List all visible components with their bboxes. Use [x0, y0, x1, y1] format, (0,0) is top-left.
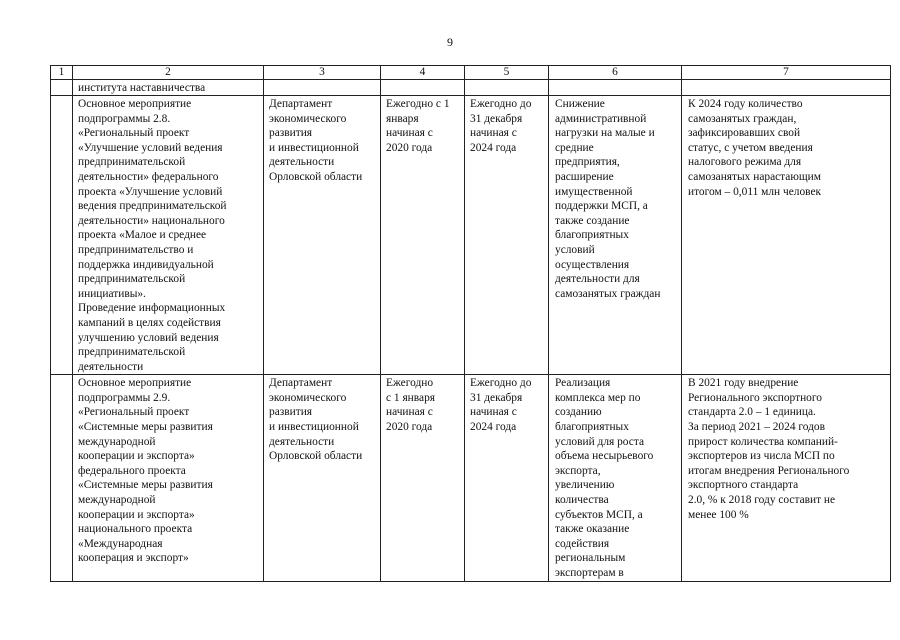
table-cell	[264, 80, 381, 96]
cell-text-line: международной	[78, 435, 156, 448]
cell-text-line: деятельности для	[555, 273, 640, 286]
cell-text-line: «Региональный проект	[78, 406, 190, 419]
table-cell	[51, 80, 73, 96]
cell-text-line: самозанятых нарастающим	[688, 170, 821, 183]
cell-text-line: экспортного стандарта	[688, 479, 799, 492]
cell-text-line: экспортеров из числа МСП по	[688, 450, 835, 463]
cell-text-line: «Системные меры развития	[78, 479, 213, 492]
cell-text-line: Департамент	[269, 377, 333, 390]
cell-text-line: подпрограммы 2.9.	[78, 391, 171, 404]
cell-text-line: средние	[555, 141, 594, 154]
cell-text-line: количества	[555, 494, 609, 507]
cell-text-line: 2020 года	[386, 141, 433, 154]
cell-text-line: кооперация и экспорт»	[78, 552, 189, 565]
cell-text-line: 31 декабря	[470, 112, 523, 125]
cell-text-line: «Системные меры развития	[78, 421, 213, 434]
cell-text-line: Реализация	[555, 377, 611, 390]
cell-text-line: благоприятных	[555, 229, 629, 242]
page-number: 9	[447, 35, 453, 49]
cell-text-line: объема несырьевого	[555, 450, 654, 463]
cell-text-line: начиная с	[386, 127, 433, 140]
carryover-row	[51, 80, 891, 96]
cell-text-line: также создание	[555, 214, 630, 227]
header-cell: 7	[682, 66, 891, 80]
cell-text-line: 2020 года	[386, 421, 433, 434]
cell-text-line: экономического	[269, 391, 347, 404]
header-cell: 3	[264, 66, 381, 80]
table-row	[51, 96, 891, 375]
cell-text-line: улучшению условий ведения	[78, 331, 219, 344]
cell-text-line: предприятия,	[555, 156, 620, 169]
cell-text-line: содействия	[555, 537, 610, 550]
cell-text-line: К 2024 году количество	[688, 98, 803, 110]
cell-text-line: Ежегодно	[386, 377, 434, 390]
indicator-cell	[682, 375, 891, 581]
cell-text-line: предпринимательской	[78, 156, 186, 169]
cell-text-line: налогового режима для	[688, 156, 802, 169]
table-cell	[465, 80, 549, 96]
cell-text-line: международной	[78, 494, 156, 507]
cell-text-line: самозанятых граждан,	[688, 112, 797, 125]
cell-text-line: Основное мероприятие	[78, 377, 192, 390]
expected-result-cell	[549, 96, 682, 375]
cell-text-line: начиная с	[470, 406, 517, 419]
cell-text-line: расширение	[555, 170, 614, 183]
table-cell	[682, 80, 891, 96]
table-cell: института наставничества	[73, 80, 264, 96]
cell-text-line: 2.0, % к 2018 году составит не	[688, 494, 836, 507]
measure-description-cell	[73, 96, 264, 375]
cell-text-line: региональным	[555, 552, 626, 565]
cell-text-line: развития	[269, 406, 313, 419]
cell-text-line: предпринимательство и	[78, 243, 194, 256]
cell-text-line: комплекса мер по	[555, 391, 641, 404]
cell-text-line: и инвестиционной	[269, 141, 359, 154]
end-date-cell	[465, 96, 549, 375]
cell-text-line: Проведение информационных	[78, 302, 226, 315]
start-date-cell	[381, 96, 465, 375]
cell-text-line: Ежегодно до	[470, 377, 532, 390]
cell-text-line: прирост количества компаний-	[688, 435, 838, 448]
indicator-cell	[682, 96, 891, 375]
cell-text-line: субъектов МСП, а	[555, 508, 643, 521]
cell-text-line: 2024 года	[470, 421, 517, 434]
cell-text-line: деятельности	[269, 435, 335, 448]
cell-text-line: экономического	[269, 112, 347, 125]
cell-text-line: проекта «Улучшение условий	[78, 185, 223, 198]
cell-text-line: федерального проекта	[78, 464, 186, 477]
cell-text-line: инициативы».	[78, 287, 146, 300]
cell-text-line: подпрограммы 2.8.	[78, 112, 171, 125]
cell-text-line: развития	[269, 127, 313, 140]
table-cell	[549, 80, 682, 96]
cell-text-line: административной	[555, 112, 647, 125]
header-cell: 2	[73, 66, 264, 80]
cell-text-line: Регионального экспортного	[688, 391, 822, 404]
cell-text-line: стандарта 2.0 – 1 единица.	[688, 406, 816, 419]
cell-text-line: начиная с	[386, 406, 433, 419]
cell-text-line: предпринимательской	[78, 273, 186, 286]
header-cell: 1	[51, 66, 73, 80]
cell-text-line: Департамент	[269, 98, 333, 110]
cell-text-line: кооперации и экспорта»	[78, 508, 195, 521]
cell-text-line: условий	[555, 243, 595, 256]
cell-text-line: поддержка индивидуальной	[78, 258, 214, 271]
responsible-executor-cell	[264, 96, 381, 375]
cell-text-line: ведения предпринимательской	[78, 200, 227, 213]
table-cell	[51, 375, 73, 581]
cell-text-line: деятельности	[269, 156, 335, 169]
cell-text-line: 2024 года	[470, 141, 517, 154]
cell-text-line: «Международная	[78, 537, 163, 550]
cell-text-line: кампаний в целях содействия	[78, 316, 221, 329]
cell-text-line: зафиксировавших свой	[688, 127, 801, 140]
cell-text-line: итогам внедрения Регионального	[688, 464, 850, 477]
header-cell: 6	[549, 66, 682, 80]
cell-text-line: с 1 января	[386, 391, 435, 404]
header-cell: 4	[381, 66, 465, 80]
table-row	[51, 375, 891, 581]
cell-text-line: благоприятных	[555, 421, 629, 434]
cell-text-line: созданию	[555, 406, 602, 419]
cell-text-line: кооперации и экспорта»	[78, 450, 195, 463]
cell-text-line: деятельности» федерального	[78, 170, 219, 183]
cell-text-line: начиная с	[470, 127, 517, 140]
table-cell	[51, 96, 73, 375]
cell-text-line: Орловской области	[269, 450, 363, 463]
cell-text-line: За период 2021 – 2024 годов	[688, 421, 825, 434]
cell-text-line: также оказание	[555, 523, 630, 536]
cell-text-line: осуществления	[555, 258, 630, 271]
cell-text-line: Снижение	[555, 98, 605, 110]
table-cell	[381, 80, 465, 96]
cell-text-line: и инвестиционной	[269, 421, 359, 434]
cell-text-line: деятельности	[78, 360, 144, 373]
cell-text-line: итогом – 0,011 млн человек	[688, 185, 822, 198]
cell-text-line: Орловской области	[269, 170, 363, 183]
cell-text-line: В 2021 году внедрение	[688, 377, 799, 390]
cell-text-line: имущественной	[555, 185, 633, 198]
cell-text-line: условий для роста	[555, 435, 645, 448]
cell-text-line: деятельности» национального	[78, 214, 225, 227]
measures-table	[50, 65, 891, 582]
responsible-executor-cell	[264, 375, 381, 581]
header-cell: 5	[465, 66, 549, 80]
cell-text-line: января	[386, 112, 419, 125]
start-date-cell	[381, 375, 465, 581]
measure-description-cell	[73, 375, 264, 581]
cell-text-line: экспорта,	[555, 464, 601, 477]
cell-text-line: нагрузки на малые и	[555, 127, 655, 140]
cell-text-line: Ежегодно с 1	[386, 98, 450, 110]
cell-text-line: 31 декабря	[470, 391, 523, 404]
cell-text-line: проекта «Малое и среднее	[78, 229, 207, 242]
cell-text-line: предпринимательской	[78, 346, 186, 359]
cell-text-line: «Региональный проект	[78, 127, 190, 140]
cell-text-line: самозанятых граждан	[555, 287, 661, 300]
cell-text-line: национального проекта	[78, 523, 193, 536]
cell-text-line: Основное мероприятие	[78, 98, 192, 110]
end-date-cell	[465, 375, 549, 581]
cell-text-line: статус, с учетом введения	[688, 141, 813, 154]
cell-text-line: увеличению	[555, 479, 615, 492]
expected-result-cell	[549, 375, 682, 581]
cell-text-line: поддержки МСП, а	[555, 200, 648, 213]
cell-text-line: менее 100 %	[688, 508, 749, 521]
cell-text-line: «Улучшение условий ведения	[78, 141, 223, 154]
cell-text-line: экспортерам в	[555, 567, 624, 579]
cell-text-line: Ежегодно до	[470, 98, 532, 110]
table-header-row	[51, 66, 891, 80]
